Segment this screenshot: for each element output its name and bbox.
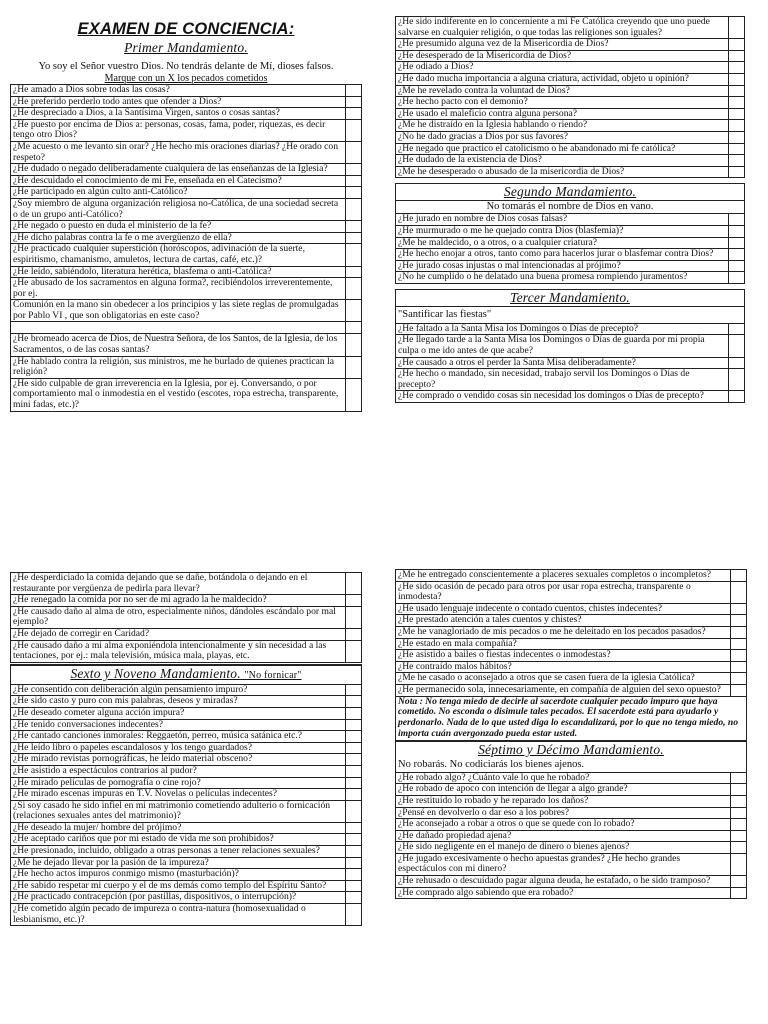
instruction-text: Marque con un X los pecados cometidos [104, 73, 268, 84]
fifth-commandment-continued-list [10, 572, 362, 663]
communion-note: Comunión en la mano sin obedecer a los principios y las siete reglas de promulgadas por Pablo VI , que son obligatorias en este caso? [10, 300, 362, 322]
list-item[interactable]: ¿He aconsejado a robar a otros o que se quede con lo robado? [395, 819, 747, 831]
list-item[interactable]: ¿He usado el maleficio contra alguna persona? [395, 109, 745, 121]
list-item[interactable]: ¿He renegado la comida por no ser de mi agrado la he maldecido? [10, 595, 362, 607]
panel-first-commandment [10, 20, 362, 412]
heading-sixth-ninth-text: Sexto y Noveno Mandamiento. [70, 665, 241, 681]
list-item[interactable]: ¿He estado en mala compañía? [395, 639, 747, 651]
first-commandment-intro: Yo soy el Señor vuestro Dios. No tendrás delante de Mí, dioses falsos. [38, 61, 334, 72]
panel-second-third-commandment [395, 16, 745, 403]
list-item[interactable]: ¿He preferido perderlo todo antes que ofender a Dios? [10, 97, 362, 109]
list-item[interactable]: ¿He robado de apoco con intención de llegar a algo grande? [395, 784, 747, 796]
list-item[interactable]: ¿He sido culpable de gran irreverencia en la Iglesia, por ej. Conversando, o por comportamiento mal o inmodestia en el vestido (escotes, ropa estrecha, transparente, mini fadas, etc.)? [10, 379, 362, 412]
sixth-ninth-continued-list [395, 569, 747, 697]
list-item[interactable]: ¿He contraído malos hábitos? [395, 662, 747, 674]
list-item[interactable]: ¿He bromeado acerca de Dios, de Nuestra Señora, de los Santos, de la Iglesia, de los Sacramentos, o de las cosas santas? [10, 334, 362, 356]
second-commandment-list [395, 213, 745, 284]
list-item[interactable]: ¿Me he dejado llevar por la pasión de la impureza? [10, 858, 362, 870]
list-item[interactable]: ¿He negado o puesto en duda el ministerio de la fe? [10, 221, 362, 233]
list-item[interactable]: ¿He practicado contracepción (por pastillas, dispositivos, o interrupción)? [10, 892, 362, 904]
list-item[interactable]: ¿He puesto por encima de Dios a: personas, cosas, fama, poder, riquezas, es decir tengo otro Dios? [10, 120, 362, 142]
list-item[interactable]: ¿Me he maldecido, o a otros, o a cualquier criatura? [395, 238, 745, 250]
list-item[interactable]: ¿Me acuesto o me levanto sin orar? ¿He hecho mis oraciones diarias? ¿He orado con respeto? [10, 142, 362, 164]
list-item[interactable]: ¿He asistido a bailes o fiestas indecentes o inmodestas? [395, 650, 747, 662]
heading-third-commandment-text: Tercer Mandamiento. [510, 289, 630, 305]
list-item[interactable]: ¿He hecho pacto con el demonio? [395, 97, 745, 109]
list-item[interactable]: ¿Me he vanagloriado de mis pecados o me he deleitado en los pecados pasados? [395, 627, 747, 639]
seventh-tenth-commandment-list [395, 772, 747, 900]
list-item[interactable]: ¿Pensé en devolverlo o dar eso a los pobres? [395, 808, 747, 820]
list-item[interactable]: ¿He deseado la mujer/ hombre del prójimo? [10, 823, 362, 835]
list-item[interactable]: ¿He sido indiferente en lo concerniente a mi Fe Católica creyendo que uno puede salvarse en cualquier religión, o que todas las religiones son iguales? [395, 17, 745, 39]
list-item[interactable]: ¿He murmurado o me he quejado contra Dios (blasfemia)? [395, 226, 745, 238]
list-item[interactable]: ¿He dudado de la existencia de Dios? [395, 155, 745, 167]
list-item[interactable]: ¿He sabido respetar mi cuerpo y el de ms demás como templo del Espíritu Santo? [10, 881, 362, 893]
list-item[interactable]: ¿He sido casto y puro con mis palabras, deseos y miradas? [10, 696, 362, 708]
heading-sixth-ninth-commandment [10, 664, 362, 685]
list-item[interactable]: ¿He practicado cualquier superstición (horóscopos, adivinación de la suerte, espiritismo, chamanismo, amuletos, lectura de cartas, café, etc.)? [10, 244, 362, 266]
list-item[interactable]: ¿He asistido a espectáculos contrarios al pudor? [10, 766, 362, 778]
list-item[interactable]: ¿He jurado cosas injustas o mal intencionadas al prójimo? [395, 261, 745, 273]
list-item[interactable]: ¿He presionado, incluido, obligado a otras personas a tener relaciones sexuales? [10, 846, 362, 858]
list-item[interactable]: ¿Me he distraído en la Iglesia hablando o riendo? [395, 120, 745, 132]
list-item[interactable]: ¿He mirado revistas pornográficas, he leído material obsceno? [10, 754, 362, 766]
list-item[interactable]: ¿He presumido alguna vez de la Misericordia de Dios? [395, 39, 745, 51]
list-item[interactable]: ¿He sido negligente en el manejo de dinero o bienes ajenos? [395, 842, 747, 854]
first-commandment-continued-list [395, 16, 745, 178]
list-item[interactable]: ¿He cometido algún pecado de impureza o contra-natura (homosexualidad o lesbianismo, etc.)? [10, 904, 362, 926]
list-item[interactable]: ¿He mirado escenas impuras en T.V. Novelas o películas indecentes? [10, 789, 362, 801]
list-item[interactable]: ¿He causado daño al alma de otro, especialmente niños, dándoles escándalo por mal ejemplo? [10, 607, 362, 629]
panel-seventh-tenth-commandment [395, 569, 747, 899]
list-item[interactable]: ¿He descuidado el conocimiento de mi Fe, enseñada en el Catecismo? [10, 176, 362, 188]
list-item[interactable]: ¿He dudado o negado deliberadamente cualquiera de las enseñanzas de la Iglesia? [10, 164, 362, 176]
list-item[interactable]: ¿He usado lenguaje indecente o contado cuentos, chistes indecentes? [395, 604, 747, 616]
list-item[interactable]: ¿No he dado gracias a Dios por sus favores? [395, 132, 745, 144]
heading-seventh-tenth-commandment [395, 741, 747, 758]
list-item[interactable]: ¿He mirado películas de pornografía o cine rojo? [10, 778, 362, 790]
list-item[interactable]: ¿He sido ocasión de pecado para otros por usar ropa estrecha, transparente o inmodesta? [395, 582, 747, 604]
list-item[interactable]: ¿Me he entregado conscientemente a placeres sexuales completos o incompletos? [395, 570, 747, 582]
list-item[interactable]: ¿He dañado propiedad ajena? [395, 831, 747, 843]
list-item[interactable]: ¿He hecho o mandado, sin necesidad, trabajo servil los Domingos o Días de precepto? [395, 369, 745, 391]
third-commandment-list [395, 323, 745, 403]
list-item[interactable]: ¿He tenido conversaciones indecentes? [10, 720, 362, 732]
list-item[interactable]: ¿He hablado contra la religión, sus ministros, me he burlado de quienes practican la religión? [10, 357, 362, 379]
heading-third-commandment [395, 289, 745, 307]
list-item[interactable]: ¿He aceptado cariños que por mi estado de vida me son prohibidos? [10, 834, 362, 846]
confession-note: Nota : No tenga miedo de decirle al sacerdote cualquier pecado impuro que haya cometido. No esconda o disimule tales pecados. El sacerdote está para ayudarlo y perdonarlo. Nada de lo que usted diga lo escandalizará, por lo que no tenga miedo, no importa cuán avergonzado pueda estar usted. [395, 697, 747, 741]
list-item[interactable]: ¿He causado a otros el perder la Santa Misa deliberadamente? [395, 358, 745, 370]
list-item[interactable]: ¿He comprado o vendido cosas sin necesidad los domingos o Días de precepto? [395, 391, 745, 403]
heading-second-commandment-text: Segundo Mandamiento. [503, 184, 637, 200]
list-item[interactable]: ¿He cantado canciones inmorales: Reggaetón, perreo, música satánica etc.? [10, 731, 362, 743]
heading-second-commandment [395, 183, 745, 201]
list-item[interactable]: ¿He causado daño a mi alma exponiéndola intencionalmente y sin necesidad a las tentaciones, por ej.: mala televisión, música mala, playas, etc. [10, 641, 362, 663]
list-item[interactable]: ¿He dicho palabras contra la fe o me avergüenzo de ella? [10, 233, 362, 245]
list-item[interactable]: ¿He hecho enojar a otros, tanto como para hacerlos jurar o blasfemar contra Dios? [395, 249, 745, 261]
list-item[interactable]: ¿He deseado cometer alguna acción impura? [10, 708, 362, 720]
heading-first-commandment: Primer Mandamiento. [124, 40, 248, 55]
list-item[interactable]: ¿He desperdiciado la comida dejando que se dañe, botándola o dejando en el restaurante por vergüenza de pedirla para llevar? [10, 573, 362, 595]
list-item[interactable]: ¿He restituido lo robado y he reparado los daños? [395, 796, 747, 808]
list-item[interactable]: ¿He consentido con deliberación algún pensamiento impuro? [10, 685, 362, 697]
heading-seventh-tenth-text: Séptimo y Décimo Mandamiento. [478, 741, 664, 757]
sixth-ninth-commandment-list [10, 685, 362, 926]
list-item[interactable]: ¿He odiado a Dios? [395, 62, 745, 74]
list-item[interactable]: ¿He negado que practico el catolicismo o he abandonado mi fe católica? [395, 144, 745, 156]
list-item[interactable]: ¿He amado a Dios sobre todas las cosas? [10, 85, 362, 97]
list-item[interactable]: ¿Si soy casado he sido infiel en mi matrimonio cometiendo adulterio o fornicación (relaciones sexuales antes del matrimonio)? [10, 801, 362, 823]
list-item[interactable]: ¿He desesperado de la Misericordia de Dios? [395, 51, 745, 63]
third-commandment-intro: "Santificar las fiestas" [395, 307, 745, 323]
list-item[interactable]: ¿No he cumplido o he delatado una buena promesa rompiendo juramentos? [395, 272, 745, 284]
list-item[interactable]: ¿He jugado excesivamente o hecho apuestas grandes? ¿He hecho grandes espectáculos con mi dinero? [395, 854, 747, 876]
list-item[interactable]: ¿He llegado tarde a la Santa Misa los Domingos o Días de guarda por mi propia culpa o me ido antes de que acabe? [395, 335, 745, 357]
list-item[interactable]: ¿He dejado de corregir en Caridad? [10, 629, 362, 641]
list-item[interactable]: ¿He hecho actos impuros conmigo mismo (masturbación)? [10, 869, 362, 881]
list-item[interactable]: ¿He robado algo? ¿Cuánto vale lo que he robado? [395, 773, 747, 785]
list-item[interactable]: ¿He rehusado o descuidado pagar alguna deuda, he estafado, o he sido tramposo? [395, 876, 747, 888]
panel-sixth-ninth-commandment [10, 572, 362, 926]
list-item[interactable]: ¿Soy miembro de alguna organización religiosa no-Católica, de una sociedad secreta o de un grupo anti-Católico? [10, 199, 362, 221]
list-item[interactable]: ¿He permanecido sola, innecesariamente, en compañía de alguien del sexo opuesto? [395, 685, 747, 697]
first-commandment-list [10, 84, 362, 412]
list-item[interactable]: ¿He despreciado a Dios, a la Santísima Virgen, santos o cosas santas? [10, 108, 362, 120]
list-item[interactable]: ¿Me he casado o aconsejado a otros que se casen fuera de la iglesia Católica? [395, 673, 747, 685]
second-commandment-intro: No tomarás el nombre de Dios en vano. [395, 201, 745, 213]
list-item[interactable]: ¿He jurado en nombre de Dios cosas falsas? [395, 214, 745, 226]
seventh-tenth-intro: No robarás. No codiciarás los bienes ajenos. [395, 758, 747, 772]
list-item[interactable]: ¿He prestado atención a tales cuentos y chistes? [395, 615, 747, 627]
list-item[interactable]: ¿Me he desesperado o abusado de la misericordia de Dios? [395, 167, 745, 179]
list-item[interactable]: ¿He participado en algún culto anti-Católico? [10, 187, 362, 199]
list-item[interactable]: ¿He faltado a la Santa Misa los Domingos o Días de precepto? [395, 324, 745, 336]
heading-sixth-ninth-subtitle: "No fornicar" [244, 669, 302, 681]
list-item[interactable]: ¿He abusado de los sacramentos en alguna forma?, recibiéndolos irreverentemente, por ej. [10, 278, 362, 300]
list-item[interactable]: ¿He leído, sabiéndolo, literatura herética, blasfema o anti-Católica? [10, 267, 362, 279]
list-item[interactable]: ¿He comprado algo sabiendo que era robado? [395, 888, 747, 900]
list-item[interactable]: ¿Me he revelado contra la voluntad de Dios? [395, 86, 745, 98]
list-item[interactable]: ¿He leído libro o papeles escandalosos y los tengo guardados? [10, 743, 362, 755]
page-title: EXAMEN DE CONCIENCIA: [77, 20, 295, 38]
list-item[interactable]: ¿He dado mucha importancia a alguna criatura, actividad, objeto u opinión? [395, 74, 745, 86]
